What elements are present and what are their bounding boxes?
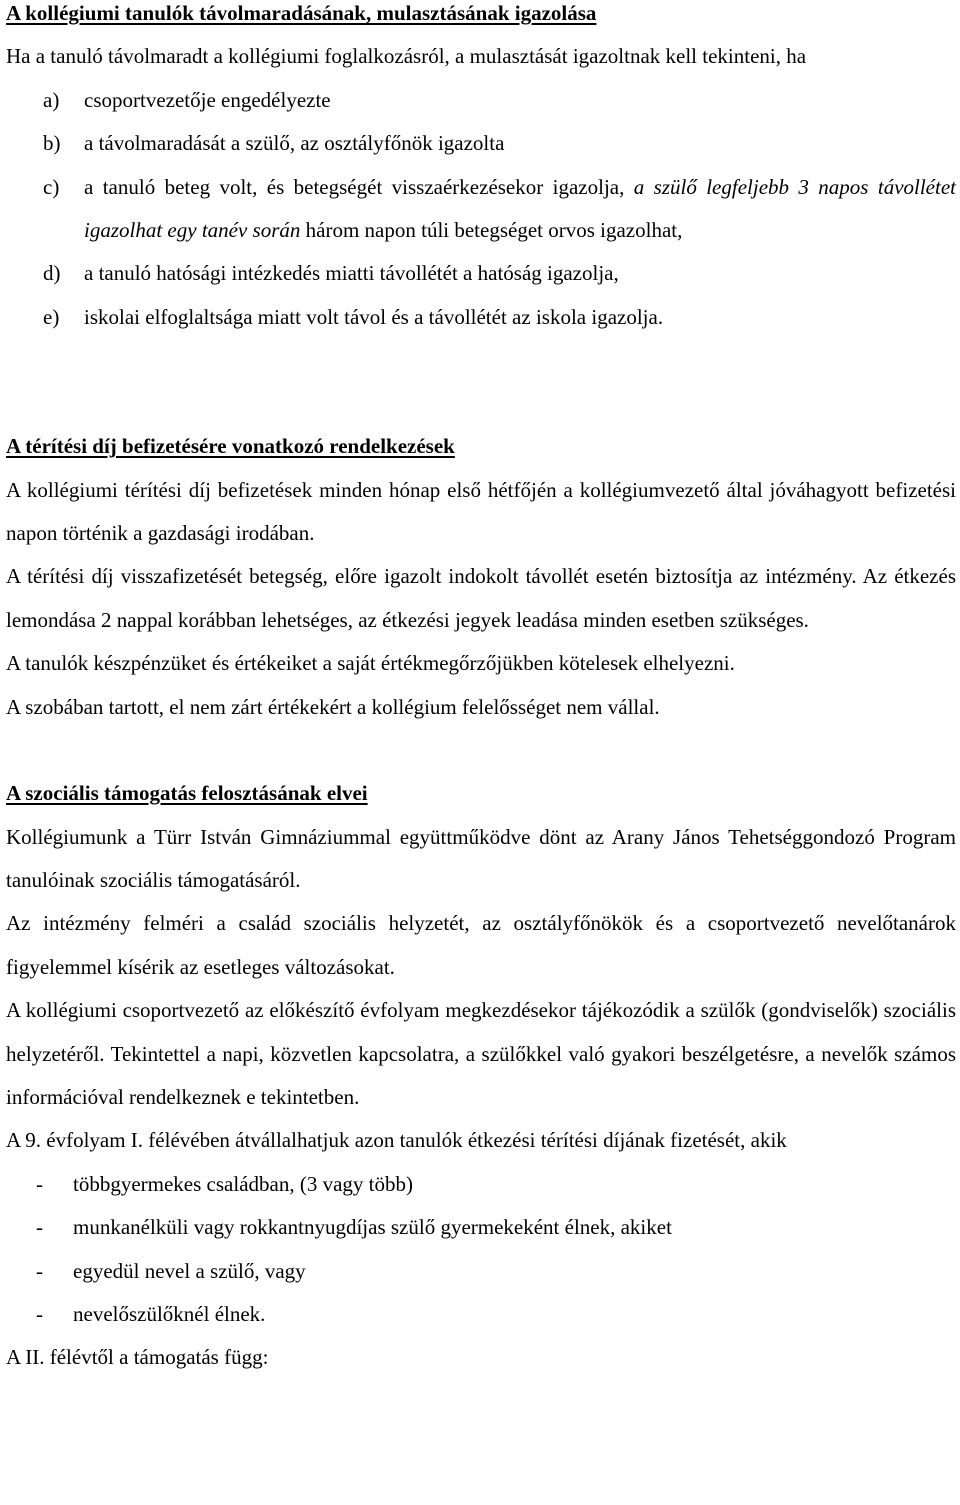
list-item-label: b) xyxy=(43,131,61,156)
paragraph-fee-refund: A térítési díj visszafizetését betegség, előre igazolt indokolt távollét esetén biztosítja az intézmény. Az étkezés lemondása 2 nappal korábban lehetséges, az étkezési jegyek leadása minden esetben szükséges. xyxy=(6,564,956,632)
spacer xyxy=(6,729,956,772)
list-item xyxy=(6,79,956,122)
list-item xyxy=(6,122,956,165)
section-title-social-support: A szociális támogatás felosztásának elvei xyxy=(6,781,368,806)
list-item-text-part: a tanuló beteg volt, és betegségét visszaérkezésekor igazolja, xyxy=(84,174,634,199)
list-item-italic-note: a szülő legfeljebb 3 napos távollétet igazolhat egy tanév során xyxy=(84,174,956,243)
paragraph-liability: A szobában tartott, el nem zárt értékekért a kollégium felelősséget nem vállal. xyxy=(6,694,660,719)
paragraph-first-semester: A 9. évfolyam I. félévében átvállalhatjuk azon tanulók étkezési térítési díjának fizetését, akik xyxy=(6,1128,787,1153)
list-item-text-part: három napon túli betegséget orvos igazolhat, xyxy=(300,218,683,243)
list-item-label: c) xyxy=(43,174,60,199)
paragraph-social-cooperation: Kollégiumunk a Türr István Gimnáziummal együttműködve dönt az Arany János Tehetséggondozó Program tanulóinak szociális támogatásáról. xyxy=(6,824,956,892)
list-item xyxy=(6,296,956,339)
paragraph-fee-payment: A kollégiumi térítési díj befizetések minden hónap első hétfőjén a kollégiumvezető által jóváhagyott befizetési napon történik a gazdasági irodában. xyxy=(6,477,956,546)
list-item-text: nevelőszülőknél élnek. xyxy=(73,1301,266,1326)
paragraph-absence-intro: Ha a tanuló távolmaradt a kollégiumi foglalkozásról, a mulasztását igazoltnak kell tekinteni, ha xyxy=(6,44,807,69)
section-title-fee: A térítési díj befizetésére vonatkozó rendelkezések xyxy=(6,434,455,459)
list-item-text: többgyermekes családban, (3 vagy több) xyxy=(73,1171,413,1196)
paragraph-social-assessment: Az intézmény felméri a család szociális helyzetét, az osztályfőnökök és a csoportvezető nevelőtanárok figyelemmel kísérik az esetleges változásokat. xyxy=(6,911,956,979)
section-title-absence: A kollégiumi tanulók távolmaradásának, mulasztásának igazolása xyxy=(6,1,597,25)
list-item-text xyxy=(84,166,956,253)
list-item xyxy=(6,1250,956,1293)
list-item-text: a távolmaradását a szülő, az osztályfőnök igazolta xyxy=(84,131,505,156)
list-item xyxy=(6,1293,956,1336)
dash-mark: - xyxy=(36,1301,43,1326)
paragraph-valuables: A tanulók készpénzüket és értékeiket a saját értékmegőrzőjükben kötelesek elhelyezni. xyxy=(6,651,735,676)
list-item-text: a tanuló hatósági intézkedés miatti távollétét a hatóság igazolja, xyxy=(84,261,619,286)
dash-mark: - xyxy=(36,1215,43,1240)
spacer xyxy=(6,339,956,425)
list-item xyxy=(6,252,956,295)
list-item-text: egyedül nevel a szülő, vagy xyxy=(73,1258,306,1283)
list-item-label: a) xyxy=(43,87,60,112)
paragraph-second-semester: A II. félévtől a támogatás függ: xyxy=(6,1345,269,1370)
list-item-label: d) xyxy=(43,261,61,286)
list-item-text: munkanélküli vagy rokkantnyugdíjas szülő gyermekeként élnek, akiket xyxy=(73,1215,672,1240)
list-item-text: csoportvezetője engedélyezte xyxy=(84,87,331,112)
document-page xyxy=(6,0,956,1380)
list-item-text: iskolai elfoglaltsága miatt volt távol és a távollétét az iskola igazolja. xyxy=(84,304,664,329)
list-item xyxy=(6,166,956,253)
list-item xyxy=(6,1163,956,1206)
paragraph-social-group-leader: A kollégiumi csoportvezető az előkészítő évfolyam megkezdésekor tájékozódik a szülők (gondviselők) szociális helyzetéről. Tekintettel a napi, közvetlen kapcsolatra, a szülőkkel való gyakori beszélgetésre, a nevelők számos információval rendelkeznek e tekintetben. xyxy=(6,998,956,1109)
list-item-label: e) xyxy=(43,304,60,329)
dash-mark: - xyxy=(36,1171,43,1196)
list-item xyxy=(6,1206,956,1249)
dash-mark: - xyxy=(36,1258,43,1283)
